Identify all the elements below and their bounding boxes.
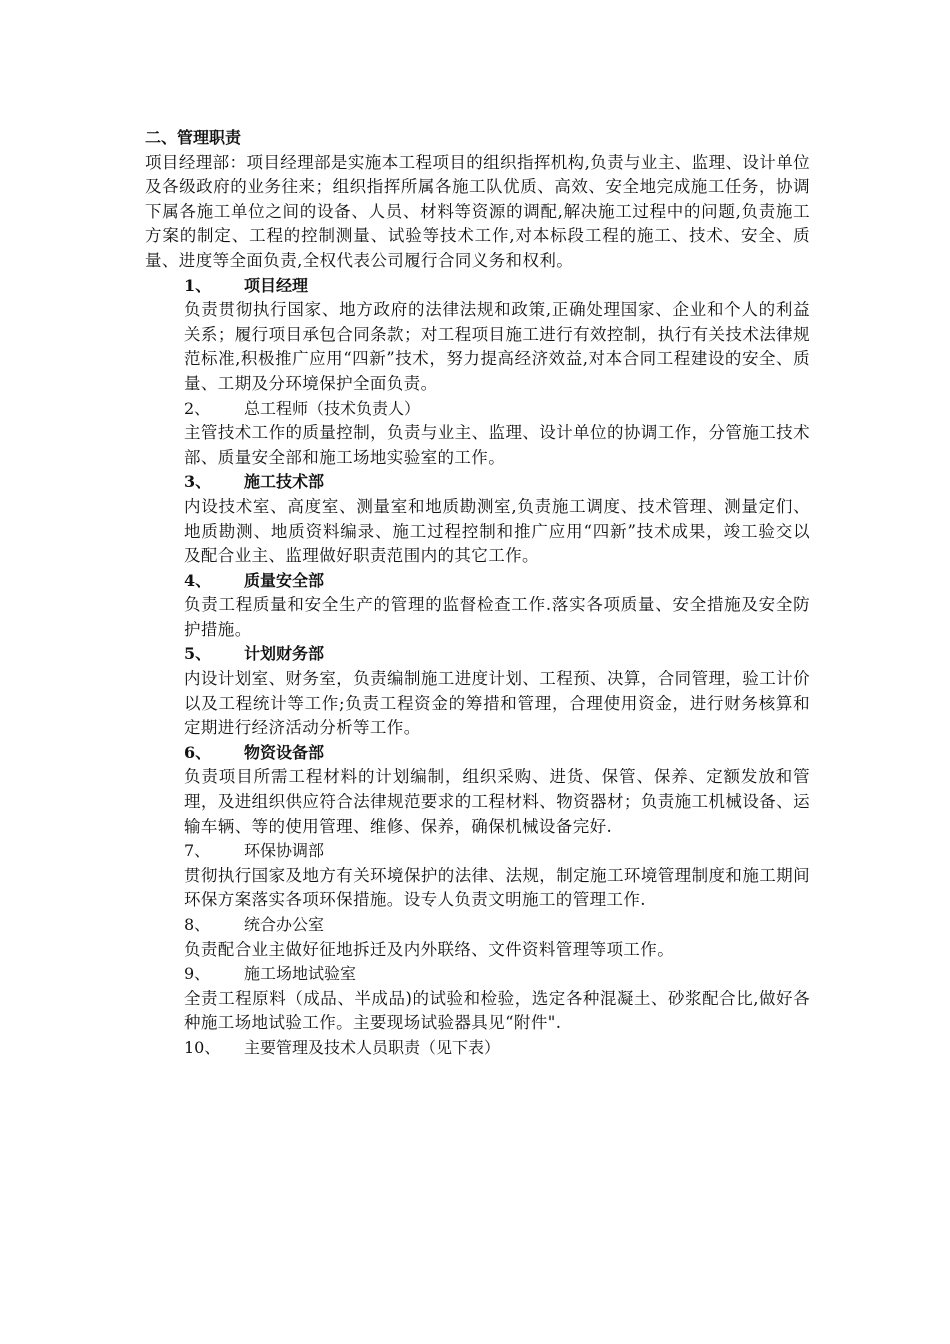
section-number: 2、 bbox=[184, 398, 211, 418]
section-header bbox=[184, 274, 810, 299]
duty-section bbox=[184, 962, 810, 1036]
section-header bbox=[184, 913, 810, 938]
intro-paragraph: 项目经理部：项目经理部是实施本工程项目的组织指挥机构,负责与业主、监理、设计单位及各级政府的业务往来；组织指挥所属各施工队优质、高效、安全地完成施工任务，协调下属各施工单位之间的设备、人员、材料等资源的调配,解决施工过程中的问题,负责施工方案的制定、工程的控制测量、试验等技术工作,对本标段工程的施工、技术、安全、质量、进度等全面负责,全权代表公司履行合同义务和权利。 bbox=[145, 152, 810, 270]
section-number: 8、 bbox=[184, 915, 211, 934]
section-text: 贯彻执行国家及地方有关环境保护的法律、法规，制定施工环境管理制度和施工期间环保方案落实各项环保措施。设专人负责文明施工的管理工作. bbox=[184, 865, 810, 910]
duty-section bbox=[184, 274, 810, 397]
section-title: 项目经理 bbox=[244, 275, 309, 295]
section-header bbox=[184, 642, 810, 667]
section-title: 统合办公室 bbox=[244, 915, 325, 934]
duty-section bbox=[184, 642, 810, 740]
section-number: 5、 bbox=[184, 644, 212, 664]
duty-section bbox=[184, 839, 810, 913]
section-text: 负责项目所需工程材料的计划编制，组织采购、进货、保管、保养、定额发放和管理，及进组织供应符合法律规范要求的工程材料、物资器材；负责施工机械设备、运输车辆、等的使用管理、维修、保养，确保机械设备完好. bbox=[184, 767, 810, 836]
section-title: 环保协调部 bbox=[244, 841, 325, 861]
section-title: 计划财务部 bbox=[244, 644, 325, 664]
duty-section bbox=[184, 470, 810, 568]
section-number: 3、 bbox=[184, 472, 212, 492]
section-title: 主要管理及技术人员职责（见下表） bbox=[244, 1037, 501, 1057]
duty-section bbox=[184, 569, 810, 643]
section-header bbox=[184, 962, 810, 987]
section-text: 负责工程质量和安全生产的管理的监督检查工作.落实各项质量、安全措施及安全防护措施。 bbox=[184, 595, 810, 639]
section-subtitle: （技术负责人） bbox=[308, 398, 421, 418]
section-number: 9、 bbox=[184, 964, 211, 984]
section-text: 内设计划室、财务室，负责编制施工进度计划、工程预、决算，合同管理，验工计价以及工程统计等工作;负责工程资金的筹措和管理，合理使用资金，进行财务核算和定期进行经济活动分析等工作。 bbox=[184, 669, 810, 738]
section-number: 7、 bbox=[184, 841, 211, 861]
section-header bbox=[184, 741, 810, 766]
document-page bbox=[145, 126, 810, 1061]
section-text: 负责配合业主做好征地拆迁及内外联络、文件资料管理等项工作。 bbox=[184, 939, 675, 959]
duty-section bbox=[184, 913, 810, 962]
section-title: 总工程师 bbox=[244, 398, 309, 418]
section-text: 负责贯彻执行国家、地方政府的法律法规和政策,正确处理国家、企业和个人的利益关系；履行项目承包合同条款；对工程项目施工进行有效控制，执行有关技术法律规范标准,积极推广应用“四新”技术，努力提高经济效益,对本合同工程建设的安全、质量、工期及分环境保护全面负责。 bbox=[184, 300, 810, 393]
duty-section bbox=[184, 741, 810, 839]
section-text: 全责工程原料（成品、半成品)的试验和检验，选定各种混凝土、砂浆配合比,做好各种施工场地试验工作。主要现场试验器具见“附件". bbox=[184, 988, 810, 1033]
section-text: 主管技术工作的质量控制，负责与业主、监理、设计单位的协调工作，分管施工技术部、质量安全部和施工场地实验室的工作。 bbox=[184, 423, 810, 467]
section-title: 质量安全部 bbox=[244, 570, 325, 590]
section-text: 内设技术室、高度室、测量室和地质勘测室,负责施工调度、技术管理、测量定们、地质勘测、地质资料编录、施工过程控制和推广应用“四新”技术成果，竣工验交以及配合业主、监理做好职责范围内的其它工作。 bbox=[184, 496, 810, 566]
section-heading: 二、管理职责 bbox=[145, 128, 242, 147]
section-number: 10、 bbox=[184, 1037, 221, 1057]
section-header bbox=[184, 470, 810, 495]
section-header bbox=[184, 569, 810, 594]
section-title: 施工技术部 bbox=[244, 472, 325, 492]
section-header bbox=[184, 1036, 810, 1061]
section-number: 6、 bbox=[184, 742, 212, 762]
section-title: 物资设备部 bbox=[244, 742, 325, 762]
duty-section bbox=[184, 397, 810, 471]
section-title: 施工场地试验室 bbox=[244, 964, 357, 984]
section-number: 1、 bbox=[184, 275, 212, 295]
section-header bbox=[184, 839, 810, 864]
section-header bbox=[184, 397, 810, 422]
section-number: 4、 bbox=[184, 570, 212, 590]
duty-section bbox=[184, 1036, 810, 1061]
